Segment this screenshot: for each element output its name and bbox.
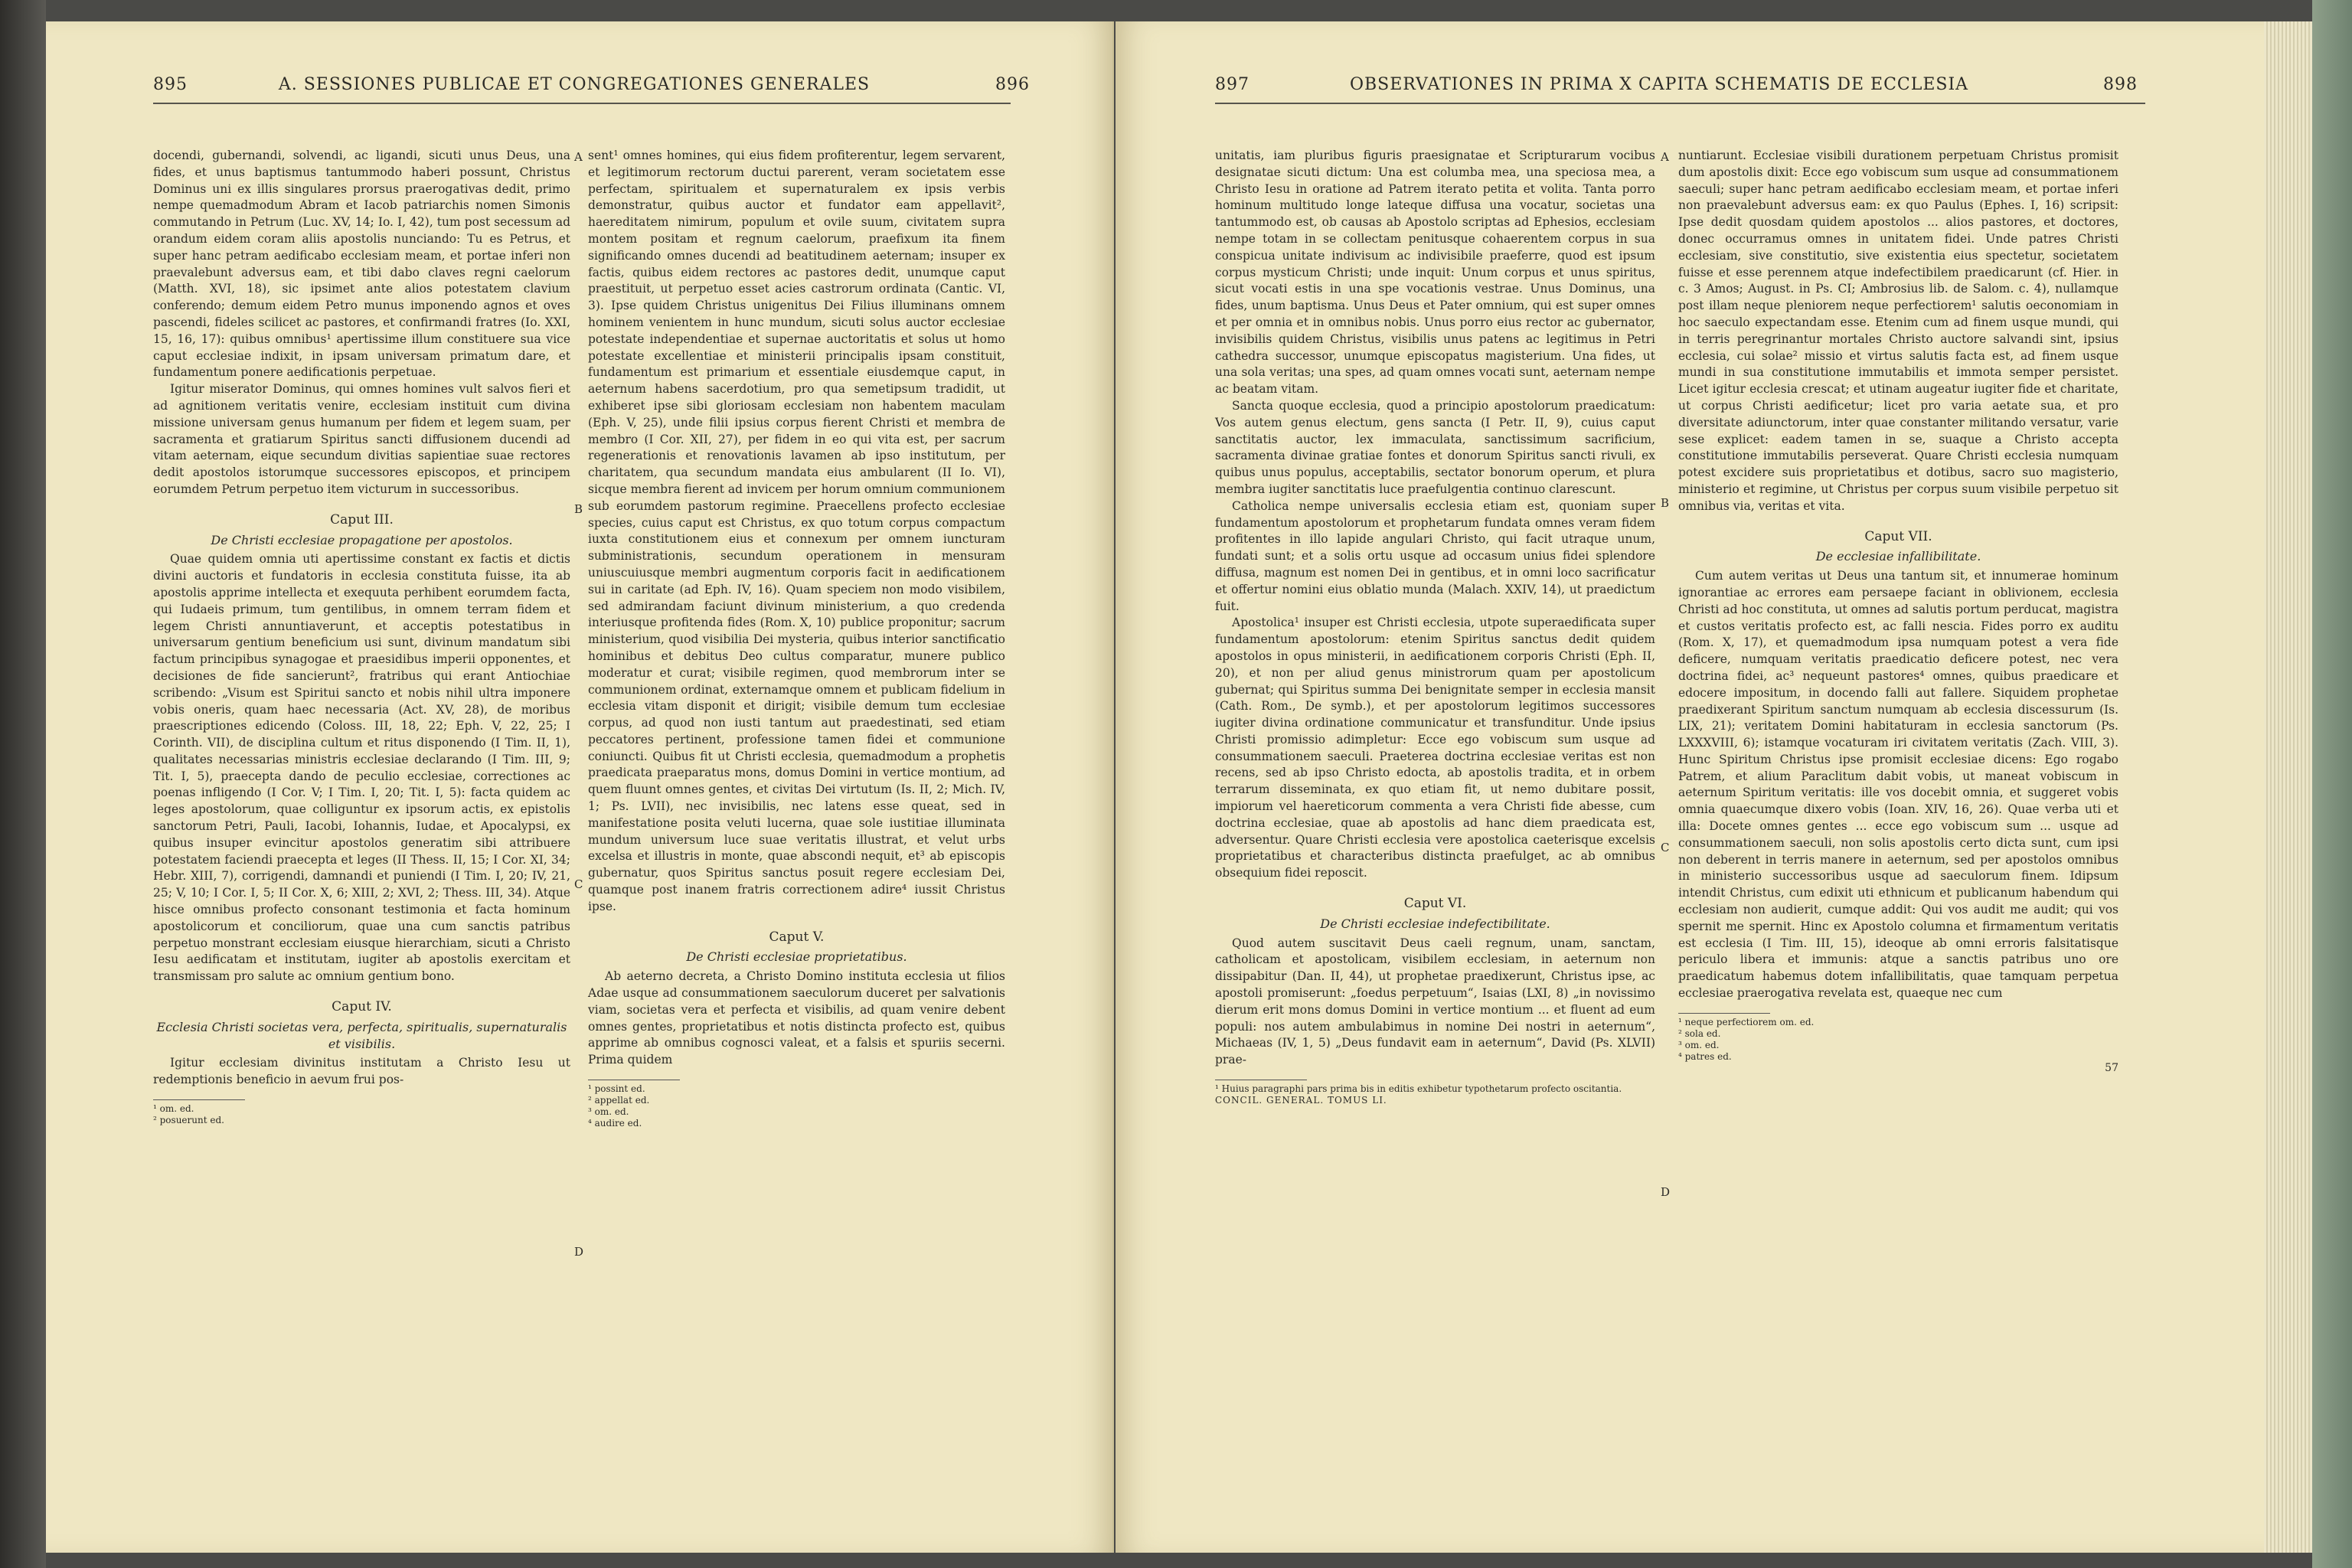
paragraph: docendi, gubernandi, solvendi, ac ligandi, sicuti unus Deus, una fides, et unus baptismus tantummodo haberi possunt, Christus Dominus uni ex illis singulares prorsus praerogativas dedit, primo nempe quemadmodum Abram et Iacob patriarchis nomen Simonis commutando in Petrum (Luc. XV, 14; Io. I, 42), tum post secessum ad orandum eidem coram aliis apostolis nunciando: Tu es Petrus, et super hanc petram aedificabo ecclesiam meam, et portae inferi non praevalebunt adversus eam, et tibi dabo claves regni caelorum (Matth. XVI, 18), sic ipsimet ante alios potestatem clavium conferendo; demum eidem Petro munus imponendo agnos et oves pascendi, fideles scilicet ac pastores, et confirmandi fratres (Io. XXI, 15, 16, 17): quibus omnibus¹ apertissime illum constituere sua vice caput ecclesiae indixit, in ipsam universam primatum dare, et fundamentum ponere aedificationis perpetuae. xyxy=(153,149,570,380)
paragraph: Catholica nempe universalis ecclesia etiam est, quoniam super fundamentum apostolorum et prophetarum fundata omnes veram fidem profitentes in illo lapide angulari Christo, qui facit utraque unum, fundati sunt; et a solis ortu usque ad occasum unius fidei splendore diffusa, magnum est nomen Dei in gentibus, et in omni loco sacrificatur et offertur nomini eius oblatio munda (Malach. XXIV, 14), ut praedictum fuit. xyxy=(1215,498,1655,613)
left-page-number-outer: 895 xyxy=(153,75,188,94)
chapter-heading: Caput VI. xyxy=(1403,896,1467,912)
footnote: ¹ Huius paragraphi pars prima bis in editis exhibetur typothetarum profecto oscitantia. xyxy=(1215,1083,1622,1095)
right-column-2 xyxy=(1678,148,2118,1074)
header-rule xyxy=(153,103,1011,104)
header-rule xyxy=(1215,103,2145,104)
right-page-number-inner: 897 xyxy=(1215,75,1250,94)
right-column-1 xyxy=(1215,148,1655,1106)
paragraph: Igitur miserator Dominus, qui omnes homines vult salvos fieri et ad agnitionem veritatis venire, ecclesiam instituit cum divina missione universam genus humanum per fidem et legem suam, per sacramenta et gratiarum Spiritus sancti diffusionem ducendi ad vitam aeternam, eique secundum divitias sapientiae suae rectores dedit apostolos istorumque successores episcopos, et principem eorumdem Petrum perpetuo item victurum in successoribus. xyxy=(153,382,570,496)
footnote: ³ om. ed. xyxy=(1678,1039,1720,1050)
margin-marker-d: D xyxy=(574,1245,584,1259)
paragraph: sent¹ omnes homines, qui eius fidem profiterentur, legem servarent, et legitimorum rectorum ductui parerent, veram societatem esse perfectam, spiritualem et supernaturalem ex ipsis verbis demonstratur, quibus auctor et fundator eam appellavit², haereditatem nimirum, populum et ovile suum, civitatem supra montem positam et regnum caelorum, praefixum ita finem significando omnes ducendi ad beatitudinem aeternam; insuper ex factis, quibus eidem rectores ac pastores dedit, unumque caput praestituit, ut perpetuo esset acies castrorum ordinata (Cantic. VI, 3). Ipse quidem Christus unigenitus Dei Filius illuminans omnem hominem venientem in hunc mundum, sicuti solus auctor ecclesiae potestate independentiae et supernae auctoritatis et solus ut homo potestate excellentiae et ministerii principalis ipsam constituit, fundamentum est primarium et essentiale eiusdemque caput, in aeternum habens sacerdotium, pro qua semetipsum tradidit, ut exhiberet ipse sibi gloriosam ecclesiam non habentem maculam (Eph. V, 25), unde filii ipsius corpus fierent Christi et membra de membro (I Cor. XII, 27), per fidem in eo qui vita est, per sacrum regenerationis et renovationis lavamen ab ipso institutum, per charitatem, qua secundum mandata eius ambularent (II Io. VI), sicque membra fierent ad invicem per horum omnium communionem sub eorumdem pastorum regimine. Praecellens profecto ecclesiae species, cuius caput est Christus, ex quo totum corpus compactum iuxta constitutionem eius et connexum per omnem iuncturam subministrationis, secundum operationem in mensuram uniuscuiusque membri augmentum corporis facit in aedificationem sui in caritate (ad Eph. IV, 16). Quam speciem non modo visibilem, sed admirandam faciunt divinum ministerium, a quo credenda interiusque profitenda fides (Rom. X, 10) publice proponitur; sacrum ministerium, quod visibilia Dei mysteria, quibus interior sanctificatio hominibus et debitus Deo cultus comparatur, munere publico moderatur et curat; visibile regimen, quod membrorum inter se communionem ordinat, externamque omnem et publicam fidelium in ecclesia vitam disponit et dirigit; visibile demum tum ecclesiae corpus, ad quod non iusti tantum aut praedestinati, sed etiam peccatores pertinent, professione tamen fidei et communione coniuncti. Quibus fit ut Christi ecclesia, quemadmodum a prophetis praedicata praeparatus mons, domus Domini in vertice montium, ad quem fluunt omnes gentes, et civitas Dei virtutum (Is. II, 2; Mich. IV, 1; Ps. LVII), nec invisibilis, nec latens esse queat, sed in manifestatione posita veluti lucerna, quae sole iustitiae illuminata mundum universum luce suae veritatis illustrat, et velut urbs excelsa et illustris in monte, quae abscondi nequit, et³ ab episcopis gubernatur, quos Spiritus sanctus posuit regere ecclesiam Dei, quamque post inanem fratris correctionem adire⁴ iussit Christus ipse. xyxy=(588,149,1005,913)
footnote-rule xyxy=(1678,1013,1770,1014)
chapter-heading: Caput V. xyxy=(769,929,825,945)
chapter-subheading: De Christi ecclesiae proprietatibus. xyxy=(686,949,907,965)
paragraph: Quae quidem omnia uti apertissime constant ex factis et dictis divini auctoris et fundatoris in ecclesia constituta fuisse, ita ab apostolis apprime intellecta et exequuta perhibent eorumdem facta, qui Iudaeis primum, tum gentilibus, in omnem terram fidem et legem Christi annuntiaverunt, et acceptis potestatibus in universarum gentium beneficium usi sunt, divinum mandatum sibi factum principibus synagogae et praesidibus imperii opponentes, et decisiones de fide sancierunt², fratribus qui erant Antiochiae scribendo: „Visum est Spiritui sancto et nobis nihil ultra imponere vobis oneris, quam haec necessaria (Act. XV, 28), de moribus praescriptiones edicendo (Coloss. III, 18, 22; Eph. V, 22, 25; I Corinth. VII), de disciplina cultum et ritus disponendo (I Tim. II, 1), qualitates necessarias ministris ecclesiae declarando (I Tim. III, 9; Tit. I, 5), praecepta dando de peculio ecclesiae, correctiones ac poenas infligendo (I Cor. V; I Tim. I, 20; Tit. I, 5): facta quidem ac leges apostolorum, quae colliguntur ex ipsorum actis, ex epistolis sanctorum Petri, Pauli, Iacobi, Iohannis, Iudae, et Apocalypsi, ex quibus insuper evincitur apostolos generatim sibi attribuere potestatem faciendi praecepta et leges (II Thess. II, 15; I Cor. XI, 34; Hebr. XIII, 7), corrigendi, damnandi et puniendi (I Tim. I, 20; IV, 21, 25; V, 10; I Cor. I, 5; II Cor. X, 6; XIII, 2; XVI, 2; Thess. III, 34). Atque hisce omnibus profecto consonant testimonia et facta hominum apostolicorum et conciliorum, quae una cum sanctis patribus perpetuo monstrant ecclesiam eiusque hierarchiam, sicuti a Christo Iesu aedificatam et institutam, iugiter ab apostolis exercitam et transmissam pro salute ac omnium gentium bono. xyxy=(153,552,570,984)
footnote: ⁴ audire ed. xyxy=(588,1118,642,1129)
page-edges xyxy=(2264,21,2312,1553)
chapter-subheading: Ecclesia Christi societas vera, perfecta, spiritualis, supernaturalis et visibilis. xyxy=(156,1019,567,1051)
footnote: ³ om. ed. xyxy=(588,1106,629,1118)
footnote-rule xyxy=(153,1099,245,1100)
left-page-number-inner: 896 xyxy=(995,75,1030,94)
paragraph: Cum autem veritas ut Deus una tantum sit, et innumerae hominum ignorantiae ac errores eam persaepe faciant in oblivionem, ecclesia Christi ad hoc constituta, ut omnes ad salutis portum perducat, magistra et custos veritatis profecto est, ac falli nescia. Fides porro ex auditu (Rom. X, 17), et quemadmodum ipsa numquam potest a vera fide deficere, numquam veritatis praedicatio deficere potest, nec vera doctrina fidei, ac³ nequeunt pastores⁴ omnes, quibus praedicare et edocere impositum, in docendo falli aut fallere. Siquidem prophetae praedixerant Spiritum sanctum numquam ab ecclesia discessurum (Is. LIX, 21); veritatem Domini habitaturam in ecclesia sanctorum (Ps. LXXXVIII, 6); istamque vocaturam iri civitatem veritatis (Zach. VIII, 3). Hunc Spiritum Christus ipse promisit ecclesiae dicens: Ego rogabo Patrem, et alium Paraclitum dabit vobis, ut maneat vobiscum in aeternum Spiritum veritatis: ille vos docebit omnia, et suggeret vobis omnia quaecumque dixero vobis (Ioan. XIV, 16, 26). Quae verba uti et illa: Docete omnes gentes ... ecce ego vobiscum sum ... usque ad consummationem saeculi, non solis apostolis certo dicta sunt, cum ipsi non deberent in terris manere in aeternum, sed per apostolos omnibus in ministerio successoribus usque ad saeculorum finem. Idipsum intendit Christus, cum edixit uti ethnicum et publicanum habendum qui ecclesiam non audierit, cumque addit: Qui vos audit me audit; qui vos spernit me spernit. Hinc ex Apostolo columna et firmamentum veritatis est ecclesia (I Tim. III, 15), ideoque ab omni erroris falsitatisque periculo libera et immunis: atque a sanctis patribus uno ore praedicatum habemus dotem infallibilitatis, quae tamquam perpetua ecclesiae praerogativa revelata est, quaeque nec cum xyxy=(1678,569,2118,1001)
chapter-subheading: De Christi ecclesiae indefectibilitate. xyxy=(1320,916,1550,931)
margin-marker-d: D xyxy=(1661,1185,1671,1199)
margin-marker-c: C xyxy=(1661,841,1670,854)
left-column-2 xyxy=(588,148,1005,1129)
chapter-heading: Caput VII. xyxy=(1864,528,1932,544)
paragraph: Quod autem suscitavit Deus caeli regnum, unam, sanctam, catholicam et apostolicam, visibilem ecclesiam, in aeternum non dissipabitur (Dan. II, 44), ut prophetae praedixerunt, Christus ipse, ac apostoli promiserunt: „foedus perpetuum“, Isaias (LXI, 8) „in novissimo dierum erit mons domus Domini in vertice montium ... et fluent ad eum populi: nos autem ambulabimus in nomine Dei nostri in aeternum“, Michaeas (IV, 1, 5) „Deus fundavit eam in aeternum“, David (Ps. XLVII) prae- xyxy=(1215,936,1655,1067)
left-running-header: A. SESSIONES PUBLICAE ET CONGREGATIONES GENERALES xyxy=(278,75,871,94)
footnote: ⁴ patres ed. xyxy=(1678,1050,1732,1062)
margin-marker-b: B xyxy=(574,502,583,516)
right-page xyxy=(1116,21,2264,1553)
sheet-signature: 57 xyxy=(2105,1061,2118,1074)
footnote: ¹ possint ed. xyxy=(588,1083,645,1095)
right-page-number-outer: 898 xyxy=(2103,75,2138,94)
footnote: ¹ neque perfectiorem om. ed. xyxy=(1678,1016,1815,1027)
chapter-heading: Caput IV. xyxy=(332,999,392,1015)
margin-marker-c: C xyxy=(574,877,583,891)
paragraph: Ab aeterno decreta, a Christo Domino instituta ecclesia ut filios Adae usque ad consummationem saeculorum duceret per salvationis viam, societas vera et perfecta et visibilis, ad quam venire debent omnes gentes, proprietatibus et notis distincta profecto est, quibus apprime ab omnibus cognosci valeat, et a falsis et spuriis secerni. Prima quidem xyxy=(588,969,1005,1067)
chapter-subheading: De ecclesiae infallibilitate. xyxy=(1815,549,1981,564)
right-running-header: OBSERVATIONES IN PRIMA X CAPITA SCHEMATIS DE ECCLESIA xyxy=(1349,75,1969,94)
margin-marker-a: A xyxy=(1661,150,1669,164)
footnote: ² sola ed. xyxy=(1678,1027,1721,1039)
margin-marker-a: A xyxy=(574,150,583,164)
chapter-heading: Caput III. xyxy=(330,511,394,528)
paragraph: Apostolica¹ insuper est Christi ecclesia, utpote superaedificata super fundamentum apostolorum: etenim Spiritus sanctus dedit quidem apostolos in opus ministerii, in aedificationem corporis Christi (Eph. II, 20), et non per aliud genus ministrorum quam per apostolicum gubernat; qui Spiritus summa Dei benignitate semper in ecclesia mansit (Cath. Rom., De symb.), et per apostolorum legitimos successores iugiter divina ordinatione communicatur et transfunditur. Unde ipsius Christi promissio adimpletur: Ecce ego vobiscum sum usque ad consummationem saeculi. Praeterea doctrina ecclesiae veritas est non recens, sed ab ipso Christo edocta, ab apostolis tradita, et in orbem terrarum disseminata, ex quo etiam fit, ut nemo dubitare possit, impiorum vel haereticorum commenta a vera Christi fide abesse, cum doctrina ecclesiae, quae ab apostolis ad hanc diem praedicata est, adversentur. Quare Christi ecclesia vere apostolica caeterisque excelsis proprietatibus et characteribus distincta praefulget, ac ab omnibus obsequium fidei reposcit. xyxy=(1215,616,1655,880)
background-right xyxy=(2312,0,2352,1568)
paragraph: nuntiarunt. Ecclesiae visibili durationem perpetuam Christus promisit dum apostolis dixit: Ecce ego vobiscum sum usque ad consummationem saeculi; super hanc petram aedificabo ecclesiam meam, et portae inferi non praevalebunt adversus eam: ex quo Paulus (Ephes. I, 16) scripsit: Ipse dedit quosdam quidem apostolos ... alios pastores, et doctores, donec occurramus omnes in unitatem fidei. Unde patres Christi ecclesiam, sive constitutio, sive existentia eius spectetur, societatem fuisse et esse perennem atque indefectibilem praedicarunt (cf. Hier. in c. 3 Amos; August. in Ps. CI; Ambrosius lib. de Salom. c. 4), nullamque post illam neque pleniorem neque perfectiorem¹ salutis oeconomiam in hoc saeculo expectandam esse. Etenim cum ad finem usque mundi, qui in terris peregrinantur mortales Christo auctore salvandi sint, ipsius ecclesia, cui solae² missio et virtus salutis facta est, ad finem usque mundi in sua constitutione immutabilis et immota semper persistet. Licet igitur ecclesia crescat; et utinam augeatur iugiter fide et charitate, ut corpus Christi aedificetur; licet pro varia aetate sua, et pro diversitate adiunctorum, inter quae constanter militando versatur, varie sese explicet: eadem tamen in se, suaque a Christo accepta constitutione immutabilis perseverat. Quare Christi ecclesia numquam potest excidere suis proprietatibus et dotibus, sacro suo magisterio, ministerio et regimine, ut Christus per corpus suum visibile perpetuo sit omnibus via, veritas et vita. xyxy=(1678,149,2118,513)
footnote: ¹ om. ed. xyxy=(153,1103,194,1115)
left-column-1 xyxy=(153,148,570,1126)
margin-marker-b: B xyxy=(1661,496,1670,510)
footnote: ² appellat ed. xyxy=(588,1095,650,1106)
chapter-subheading: De Christi ecclesiae propagatione per apostolos. xyxy=(211,532,513,547)
paragraph: unitatis, iam pluribus figuris praesignatae et Scripturarum vocibus designatae sicuti dictum: Una est columba mea, una speciosa mea, a Christo Iesu in oratione ad Patrem iterato petita et volita. Tanta porro hominum multitudo longe lateque diffusa una vocatur, societas una tantummodo est, ob causas ab Apostolo scriptas ad Ephesios, ecclesiam nempe totam in se collectam penitusque cohaerentem corpus in sua conspicua unitate indivisum ac indivisibile praeferre, quod est ipsum corpus mysticum Christi; unde inquit: Unum corpus et unus spiritus, sicut vocati estis in una spe vocationis vestrae. Unus Dominus, una fides, unum baptisma. Unus Deus et Pater omnium, qui est super omnes et per omnia et in omnibus nobis. Unus porro eius rector ac gubernator, invisibilis quidem Christus, visibilis unus patens ac legitimus in Petri cathedra successor, unumque episcopatus magisterium. Una fides, ut una sola veritas; una spes, ad quam omnes vocati sunt, aeternam nempe ac beatam vitam. xyxy=(1215,149,1655,397)
book-spine-shadow xyxy=(0,0,46,1568)
paragraph: Sancta quoque ecclesia, quod a principio apostolorum praedicatum: Vos autem genus electum, gens sancta (I Petr. II, 9), cuius caput sanctitatis auctor, lex immaculata, sanctissimum sacrificium, sacramenta divinae gratiae fontes et donorum Spiritus sancti rivuli, ex quibus unus populus, acceptabilis, sectator bonorum operum, et plura membra iugiter sanctitatis luce praefulgentia continuo clarescunt. xyxy=(1215,398,1655,496)
volume-footer: CONCIL. GENERAL. TOMUS LI. xyxy=(1215,1095,1387,1106)
paragraph: Igitur ecclesiam divinitus institutam a Christo Iesu ut redemptionis beneficio in aevum frui pos- xyxy=(153,1056,570,1087)
footnote: ² posuerunt ed. xyxy=(153,1115,224,1126)
left-page xyxy=(46,21,1114,1553)
